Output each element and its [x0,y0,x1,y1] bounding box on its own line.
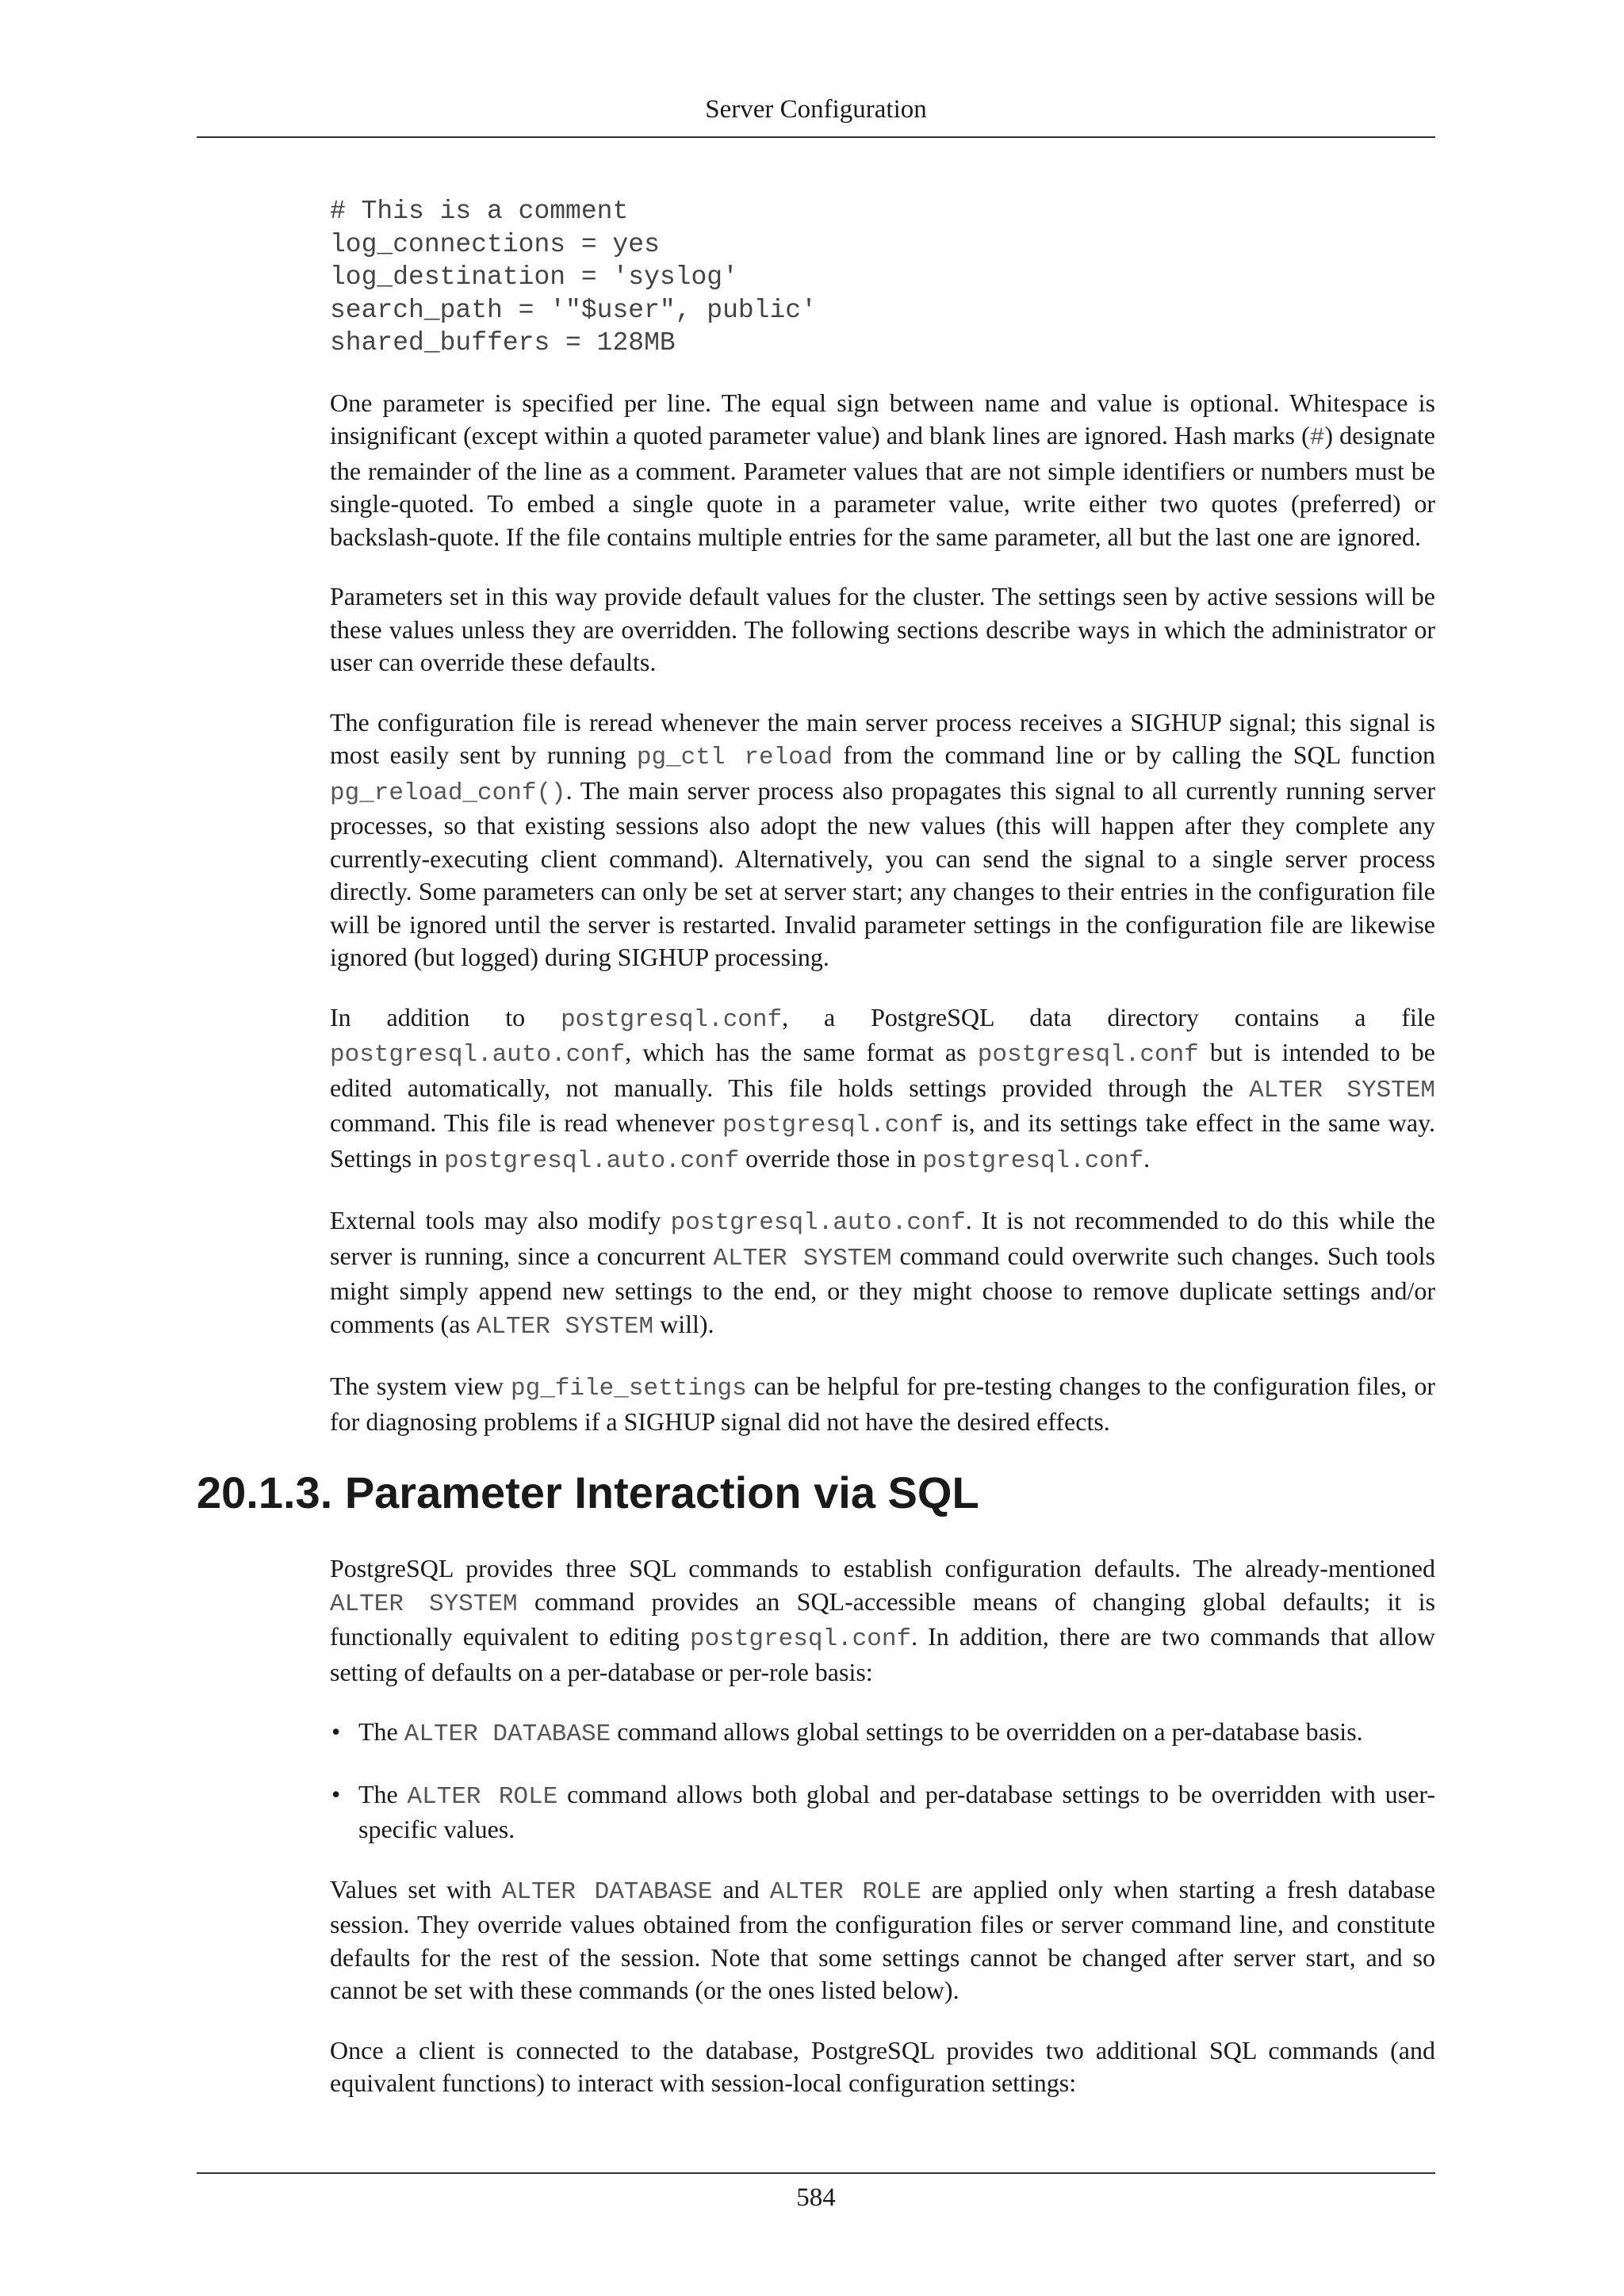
code-line: log_connections = yes [330,229,660,259]
inline-code: ALTER ROLE [769,1877,921,1906]
paragraph-auto-conf: In addition to postgresql.conf, a PostgreSQL data directory contains a file postgresql.auto.conf, which has the same format as postgresql.conf but is intended to be edited automatically, not manually. This file holds settings provided through the ALTER SYSTEM command. This file is read whenever postgresql.conf is, and its settings take effect in the same way. Settings in postgresql.auto.conf override those in postgresql.conf. [330,1002,1436,1175]
inline-code: ALTER SYSTEM [330,1590,518,1618]
paragraph-sighup: The configuration file is reread whenever the main server process receives a SIGHUP signal; this signal is most easily sent by running pg_ctl reload from the command line or by calling the SQL function pg_reload_conf(). The main server process also propagates this signal to all currently running server processes, so that existing sessions also adopt the new values (this will happen after they complete any currently-executing client command). Alternatively, you can send the signal to a single server process directly. Some parameters can only be set at server start; any changes to their entries in the configuration file will be ignored until the server is restarted. Invalid parameter settings in the configuration file are likewise ignored (but logged) during SIGHUP processing. [330,707,1436,971]
code-line: shared_buffers = 128MB [330,328,676,358]
paragraph-file-settings-view: The system view pg_file_settings can be helpful for pre-testing changes to the configuration files, or for diagnosing problems if a SIGHUP signal did not have the desired effects. [330,1372,1436,1436]
page-number: 584 [796,2183,836,2212]
footer-rule [197,2172,1435,2174]
inline-code: # [1309,424,1325,452]
config-code-example [330,195,1435,360]
inline-code: postgresql.auto.conf [670,1209,966,1237]
section-heading: 20.1.3. Parameter Interaction via SQL [197,1468,979,1517]
inline-code: postgresql.conf [690,1625,912,1653]
paragraph-external-tools: External tools may also modify postgresql.auto.conf. It is not recommended to do this while the server is running, since a concurrent ALTER SYSTEM command could overwrite such changes. Such tools might simply append new settings to the end, or they might choose to remove duplicate settings and/or comments (as ALTER SYSTEM will). [330,1206,1436,1341]
bullet-marker: • [331,1779,341,1808]
list-item: • The ALTER DATABASE command allows global settings to be overridden on a per-database basis. [331,1717,1363,1748]
bullet-marker: • [331,1717,341,1746]
running-header: Server Configuration [705,95,927,124]
paragraph-sql-commands: PostgreSQL provides three SQL commands to establish configuration defaults. The already-mentioned ALTER SYSTEM command provides an SQL-accessible means of changing global defaults; it is functionally equivalent to editing postgresql.conf. In addition, there are two commands that allow setting of defaults on a per-database or per-role basis: [330,1554,1436,1686]
inline-code: postgresql.conf [922,1146,1144,1175]
inline-code: postgresql.auto.conf [330,1041,626,1069]
paragraph-session-values: Values set with ALTER DATABASE and ALTER ROLE are applied only when starting a fresh database session. They override values obtained from the configuration files or server command line, and constitute defaults for the rest of the session. Note that some settings cannot be changed after server start, and so cannot be set with these commands (or the ones listed below). [330,1874,1436,2004]
inline-code: pg_file_settings [511,1375,747,1402]
inline-code: ALTER DATABASE [501,1877,713,1906]
list-item: • The ALTER ROLE command allows both global and per-database settings to be overridden with user-specific values. [331,1779,1436,1843]
inline-code: ALTER SYSTEM [713,1244,892,1272]
header-rule [197,136,1435,138]
inline-code: postgresql.conf [722,1112,944,1139]
paragraph-file-format: One parameter is specified per line. The equal sign between name and value is optional. Whitespace is insignificant (except within a quoted parameter value) and blank lines are ignored. Hash marks (#) designate the remainder of the line as a comment. Parameter values that are not simple identifiers or numbers must be single-quoted. To embed a single quote in a parameter value, write either two quotes (preferred) or backslash-quote. If the file contains multiple entries for the same parameter, all but the last one are ignored. [330,388,1436,551]
inline-code: postgresql.conf [561,1005,783,1034]
page-content [197,195,1436,2127]
inline-code: pg_ctl reload [636,744,833,771]
code-line: search_path = '"$user", public' [330,295,817,325]
code-line: # This is a comment [330,197,629,226]
paragraph-defaults: Parameters set in this way provide default values for the cluster. The settings seen by active sessions will be these values unless they are overridden. The following sections describe ways in which the administrator or user can override these defaults. [330,582,1435,676]
inline-code: ALTER SYSTEM [1249,1076,1435,1104]
inline-code: pg_reload_conf() [330,779,566,807]
paragraph-session-local: Once a client is connected to the database, PostgreSQL provides two additional SQL commands (and equivalent functions) to interact with session-local configuration settings: [330,2035,1435,2097]
bullet-list [330,1716,1435,1846]
code-line: log_destination = 'syslog' [330,262,738,292]
inline-code: ALTER ROLE [407,1782,558,1811]
inline-code: postgresql.conf [977,1041,1199,1069]
inline-code: ALTER DATABASE [404,1720,611,1748]
inline-code: postgresql.auto.conf [444,1146,740,1175]
inline-code: ALTER SYSTEM [476,1312,654,1341]
